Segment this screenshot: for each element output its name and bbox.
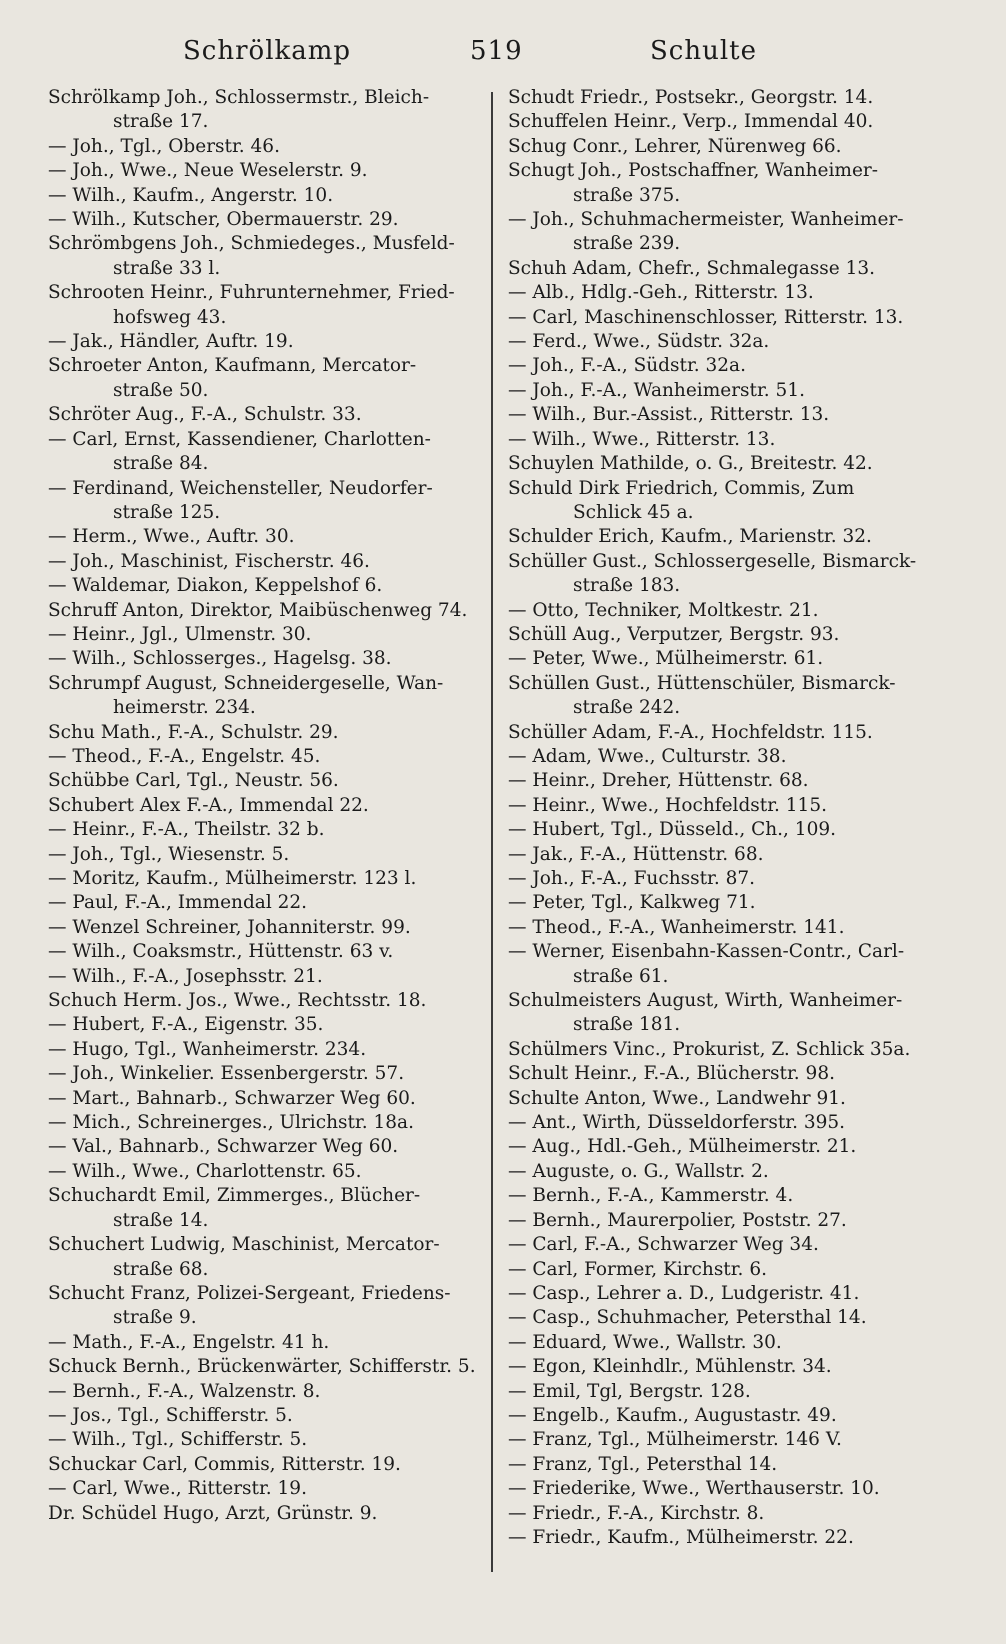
directory-entry: — Peter, Wwe., Mülheimerstr. 61. (508, 648, 824, 670)
directory-entry: — Heinr., Wwe., Hochfeldstr. 115. (508, 794, 827, 816)
directory-entry: — Wilh., Wwe., Charlottenstr. 65. (48, 1160, 362, 1182)
directory-entry: — Hugo, Tgl., Wanheimerstr. 234. (48, 1038, 367, 1060)
directory-entry: — Wilh., Bur.-Assist., Ritterstr. 13. (508, 404, 830, 426)
directory-entry: — Carl, Maschinenschlosser, Ritterstr. 13. (508, 306, 904, 328)
running-head-left: Schrölkamp (183, 36, 352, 66)
directory-entry: Schröter Aug., F.-A., Schulstr. 33. (48, 404, 362, 426)
directory-entry-continuation: straße 9. (113, 1307, 197, 1329)
directory-entry: — Theod., F.-A., Wanheimerstr. 141. (508, 916, 845, 938)
directory-entry: — Friedr., F.-A., Kirchstr. 8. (508, 1502, 765, 1524)
directory-entry: — Friederike, Wwe., Werthauserstr. 10. (508, 1478, 880, 1500)
directory-entry: — Jak., F.-A., Hüttenstr. 68. (508, 843, 764, 865)
directory-entry: — Carl, Former, Kirchstr. 6. (508, 1258, 767, 1280)
directory-entry: — Hubert, Tgl., Düsseld., Ch., 109. (508, 819, 836, 841)
directory-entry: — Eduard, Wwe., Wallstr. 30. (508, 1331, 782, 1353)
directory-entry: — Wilh., Schlosserges., Hagelsg. 38. (48, 648, 392, 670)
directory-entry-continuation: straße 17. (113, 111, 209, 133)
directory-entry: Schrooten Heinr., Fuhrunternehmer, Fried- (48, 282, 455, 304)
directory-entry: Schroeter Anton, Kaufmann, Mercator- (48, 355, 417, 377)
directory-entry: — Franz, Tgl., Mülheimerstr. 146 V. (508, 1429, 842, 1451)
directory-entry: Schult Heinr., F.-A., Blücherstr. 98. (508, 1063, 835, 1085)
directory-entry: — Ferd., Wwe., Südstr. 32a. (508, 331, 770, 353)
directory-entry: Schrumpf August, Schneidergeselle, Wan- (48, 672, 444, 694)
directory-entry: — Carl, F.-A., Schwarzer Weg 34. (508, 1234, 819, 1256)
directory-entry: Schuch Herm. Jos., Wwe., Rechtsstr. 18. (48, 990, 427, 1012)
running-head-right: Schulte (650, 36, 758, 66)
directory-entry: — Bernh., F.-A., Kammerstr. 4. (508, 1185, 794, 1207)
directory-entry: — Joh., Schuhmachermeister, Wanheimer- (508, 209, 904, 231)
directory-entry-continuation: heimerstr. 234. (113, 697, 256, 719)
directory-entry-continuation: straße 375. (573, 184, 681, 206)
directory-entry: — Jak., Händler, Auftr. 19. (48, 331, 294, 353)
directory-entry: Schüllen Gust., Hüttenschüler, Bismarck- (508, 672, 896, 694)
directory-entry: — Wilh., Wwe., Ritterstr. 13. (508, 428, 776, 450)
directory-entry: — Werner, Eisenbahn-Kassen-Contr., Carl- (508, 941, 905, 963)
directory-entry-continuation: straße 242. (573, 697, 681, 719)
directory-entry: — Engelb., Kaufm., Augustastr. 49. (508, 1404, 837, 1426)
directory-entry: Dr. Schüdel Hugo, Arzt, Grünstr. 9. (48, 1502, 378, 1524)
directory-entry: — Wilh., Kutscher, Obermauerstr. 29. (48, 209, 399, 231)
directory-entry-continuation: straße 68. (113, 1258, 209, 1280)
directory-entry-continuation: Schlick 45 a. (573, 501, 694, 523)
directory-entry: — Heinr., Jgl., Ulmenstr. 30. (48, 623, 312, 645)
directory-entry: Schüller Adam, F.-A., Hochfeldstr. 115. (508, 721, 873, 743)
directory-entry: Schuffelen Heinr., Verp., Immendal 40. (508, 111, 874, 133)
directory-entry-continuation: straße 183. (573, 575, 681, 597)
directory-entry: — Wilh., Coaksmstr., Hüttenstr. 63 v. (48, 941, 394, 963)
directory-entry-continuation: straße 84. (113, 453, 209, 475)
directory-entry: — Mart., Bahnarb., Schwarzer Weg 60. (48, 1087, 416, 1109)
directory-entry: Schubert Alex F.-A., Immendal 22. (48, 794, 369, 816)
directory-entry: Schülmers Vinc., Prokurist, Z. Schlick 35a. (508, 1038, 911, 1060)
directory-entry: — Hubert, F.-A., Eigenstr. 35. (48, 1014, 324, 1036)
directory-entry: Schucht Franz, Polizei-Sergeant, Friedens- (48, 1282, 451, 1304)
directory-entry: — Emil, Tgl, Bergstr. 128. (508, 1380, 751, 1402)
directory-entry: Schuck Bernh., Brückenwärter, Schifferstr. 5. (48, 1356, 476, 1378)
directory-entry: — Casp., Schuhmacher, Petersthal 14. (508, 1307, 867, 1329)
directory-entry: — Herm., Wwe., Auftr. 30. (48, 526, 295, 548)
directory-entry-continuation: straße 14. (113, 1209, 209, 1231)
directory-entry: — Aug., Hdl.-Geh., Mülheimerstr. 21. (508, 1136, 857, 1158)
right-column (508, 86, 942, 1550)
directory-entry: — Adam, Wwe., Culturstr. 38. (508, 745, 787, 767)
directory-entry: Schruff Anton, Direktor, Maibüschenweg 74. (48, 599, 468, 621)
directory-entry: — Franz, Tgl., Petersthal 14. (508, 1453, 778, 1475)
directory-entry: — Joh., F.-A., Südstr. 32a. (508, 355, 746, 377)
directory-entry: — Carl, Ernst, Kassendiener, Charlotten- (48, 428, 431, 450)
directory-entry: Schuchert Ludwig, Maschinist, Mercator- (48, 1234, 440, 1256)
directory-entry: Schuckar Carl, Commis, Ritterstr. 19. (48, 1453, 401, 1475)
directory-entry: — Egon, Kleinhdlr., Mühlenstr. 34. (508, 1356, 832, 1378)
directory-entry: Schulder Erich, Kaufm., Marienstr. 32. (508, 526, 872, 548)
directory-entry: — Ferdinand, Weichensteller, Neudorfer- (48, 477, 433, 499)
directory-entry: — Ant., Wirth, Düsseldorferstr. 395. (508, 1112, 846, 1134)
directory-entry: — Wilh., Tgl., Schifferstr. 5. (48, 1429, 308, 1451)
directory-entry-continuation: straße 50. (113, 379, 209, 401)
directory-entry: — Jos., Tgl., Schifferstr. 5. (48, 1404, 293, 1426)
directory-entry: — Paul, F.-A., Immendal 22. (48, 892, 308, 914)
directory-entry: — Wilh., F.-A., Josephsstr. 21. (48, 965, 323, 987)
directory-entry: Schübbe Carl, Tgl., Neustr. 56. (48, 770, 339, 792)
directory-entry: Schulte Anton, Wwe., Landwehr 91. (508, 1087, 846, 1109)
directory-entry: — Wenzel Schreiner, Johanniterstr. 99. (48, 916, 411, 938)
directory-entry-continuation: straße 61. (573, 965, 669, 987)
directory-entry: — Peter, Tgl., Kalkweg 71. (508, 892, 756, 914)
directory-entry: Schuchardt Emil, Zimmerges., Blücher- (48, 1185, 421, 1207)
directory-entry: — Mich., Schreinerges., Ulrichstr. 18a. (48, 1112, 414, 1134)
directory-entry: — Bernh., Maurerpolier, Poststr. 27. (508, 1209, 847, 1231)
directory-entry: — Math., F.-A., Engelstr. 41 h. (48, 1331, 330, 1353)
directory-entry: — Carl, Wwe., Ritterstr. 19. (48, 1478, 307, 1500)
directory-entry: Schüller Gust., Schlossergeselle, Bismarck- (508, 550, 917, 572)
directory-entry-continuation: hofsweg 43. (113, 306, 227, 328)
directory-entry: Schrömbgens Joh., Schmiedeges., Musfeld- (48, 233, 455, 255)
directory-entry: — Joh., F.-A., Fuchsstr. 87. (508, 868, 756, 889)
directory-entry: Schu Math., F.-A., Schulstr. 29. (48, 721, 339, 743)
directory-entry: Schudt Friedr., Postsekr., Georgstr. 14. (508, 87, 874, 108)
directory-entry: Schrölkamp Joh., Schlossermstr., Bleich- (48, 87, 430, 108)
directory-entry: — Friedr., Kaufm., Mülheimerstr. 22. (508, 1526, 854, 1548)
directory-entry: — Joh., F.-A., Wanheimerstr. 51. (508, 379, 805, 401)
directory-entry-continuation: straße 33 l. (113, 257, 221, 279)
directory-entry: — Joh., Winkelier. Essenbergerstr. 57. (48, 1063, 405, 1085)
directory-entry-continuation: straße 181. (573, 1014, 681, 1036)
directory-entry: — Val., Bahnarb., Schwarzer Weg 60. (48, 1136, 399, 1158)
directory-entry: — Alb., Hdlg.-Geh., Ritterstr. 13. (508, 282, 814, 304)
directory-entry: — Auguste, o. G., Wallstr. 2. (508, 1160, 769, 1182)
directory-entry: — Waldemar, Diakon, Keppelshof 6. (48, 575, 383, 597)
directory-entry: — Heinr., Dreher, Hüttenstr. 68. (508, 770, 809, 792)
directory-entry: Schug Conr., Lehrer, Nürenweg 66. (508, 135, 842, 157)
directory-entry: Schuh Adam, Chefr., Schmalegasse 13. (508, 257, 876, 279)
directory-entry: — Otto, Techniker, Moltkestr. 21. (508, 599, 819, 621)
directory-entry: — Casp., Lehrer a. D., Ludgeristr. 41. (508, 1282, 860, 1304)
page-number: 519 (470, 36, 523, 66)
directory-entry-continuation: straße 239. (573, 233, 681, 255)
directory-entry: Schulmeisters August, Wirth, Wanheimer- (508, 990, 903, 1012)
directory-entry: — Bernh., F.-A., Walzenstr. 8. (48, 1380, 321, 1402)
directory-entry: Schüll Aug., Verputzer, Bergstr. 93. (508, 623, 840, 645)
column-divider (491, 92, 493, 1572)
directory-entry: Schuld Dirk Friedrich, Commis, Zum (508, 477, 855, 499)
directory-entry: — Joh., Maschinist, Fischerstr. 46. (48, 550, 370, 572)
directory-entry: — Moritz, Kaufm., Mülheimerstr. 123 l. (48, 868, 417, 889)
directory-entry-continuation: straße 125. (113, 501, 221, 523)
directory-entry: — Joh., Tgl., Wiesenstr. 5. (48, 843, 290, 865)
directory-entry: Schuylen Mathilde, o. G., Breitestr. 42. (508, 453, 873, 475)
directory-entry: — Joh., Wwe., Neue Weselerstr. 9. (48, 160, 368, 182)
directory-entry: — Theod., F.-A., Engelstr. 45. (48, 745, 321, 767)
directory-entry: — Wilh., Kaufm., Angerstr. 10. (48, 184, 334, 206)
directory-entry: — Heinr., F.-A., Theilstr. 32 b. (48, 819, 325, 841)
directory-entry: — Joh., Tgl., Oberstr. 46. (48, 135, 280, 157)
directory-entry: Schugt Joh., Postschaffner, Wanheimer- (508, 160, 878, 182)
left-column (48, 86, 480, 1526)
